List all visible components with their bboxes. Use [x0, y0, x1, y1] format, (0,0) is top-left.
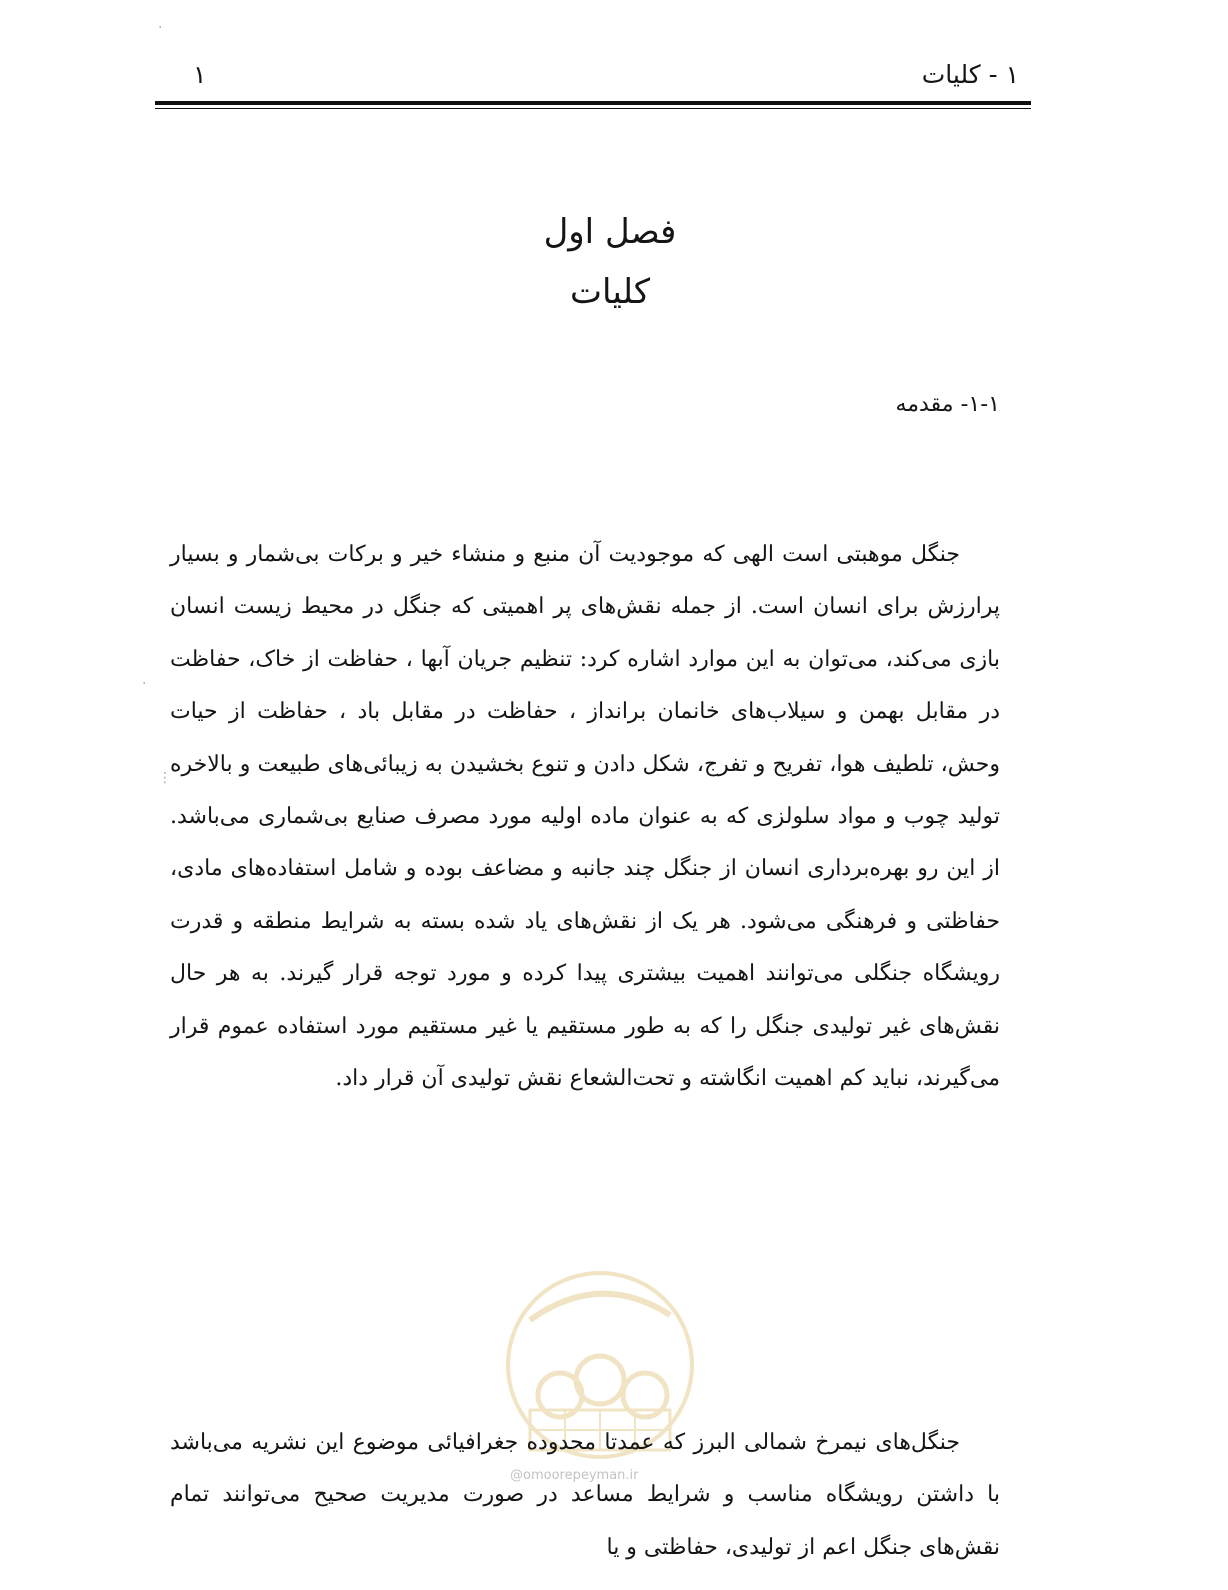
running-header-title: ۱ - کلیات: [921, 60, 1019, 89]
body-paragraph-1: جنگل موهبتی است الهی که موجودیت آن منبع و منشاء خیر و برکات بی‌شمار و بسیار پرارزش برای انسان است. از جمله نقش‌های پر اهمیتی که جنگل در محیط زیست انسان بازی می‌کند، می‌توان به این موارد اشاره کرد: تنظیم جریان آبها ، حفاظت از خاک، حفاظت در مقابل بهمن و سیلاب‌های خانمان برانداز ، حفاظت در مقابل باد ، حفاظت از حیات وحش، تلطیف هوا، تفریح و تفرج، شکل دادن و تنوع بخشیدن به زیبائی‌های طبیعت و بالاخره تولید چوب و مواد سلولزی که به عنوان ماده اولیه مورد مصرف صنایع بی‌شماری می‌باشد. از این رو بهره‌برداری انسان از جنگل چند جانبه و مضاعف بوده و شامل استفاده‌های مادی، حفاظتی و فرهنگی می‌شود. هر یک از نقش‌های یاد شده بسته به شرایط منطقه و قدرت رویشگاه جنگلی می‌توانند اهمیت بیشتری پیدا کرده و مورد توجه قرار گیرند. به هر حال نقش‌های غیر تولیدی جنگل را که به طور مستقیم یا غیر مستقیم مورد استفاده عموم قرار می‌گیرند، نباید کم اهمیت انگاشته و تحت‌الشعاع نقش تولیدی آن قرار داد.: [170, 542, 1000, 1092]
chapter-heading: [420, 202, 800, 322]
watermark-url: @omoorepeyman.ir: [510, 1468, 639, 1483]
page-header: [155, 56, 1031, 116]
header-rule-thick: [155, 101, 1031, 105]
scan-speck: ⋮: [158, 770, 172, 786]
chapter-label: فصل اول: [543, 212, 677, 252]
scan-speck: ·: [158, 20, 163, 36]
body-paragraph-2: جنگل‌های نیمرخ شمالی البرز که عمدتا محدوده جغرافیائی موضوع این نشریه می‌باشد با داشتن رویشگاه مناسب و شرایط مساعد در صورت مدیریت صحیح می‌توانند تمام نقش‌های جنگل اعم از تولیدی، حفاظتی و یا: [170, 1430, 1000, 1560]
section-heading: ۱-۱- مقدمه: [895, 392, 1000, 417]
page-number: ۱: [193, 60, 207, 89]
header-rule-thin: [155, 108, 1031, 109]
scan-speck: ·: [142, 676, 147, 692]
chapter-title: کلیات: [569, 272, 651, 312]
